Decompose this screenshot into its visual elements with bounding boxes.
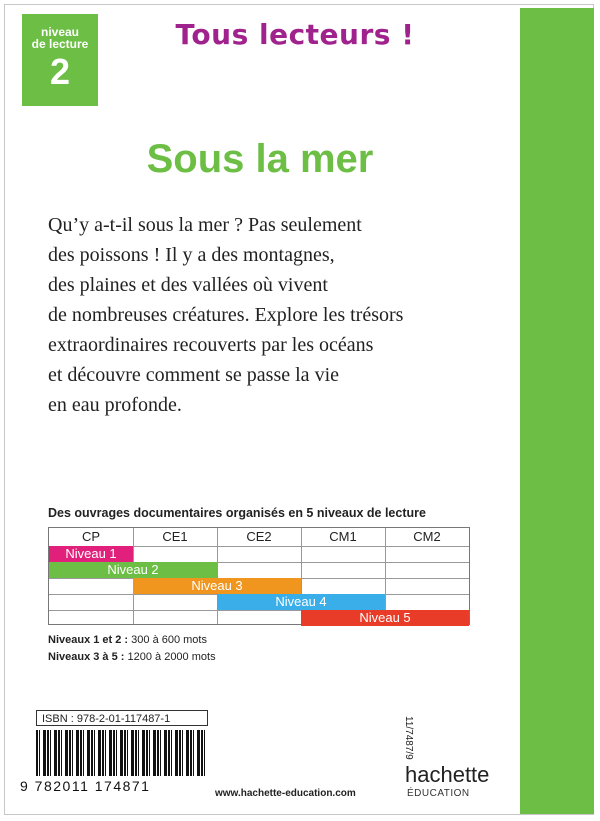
barcode-digits: 9 782011 174871 bbox=[20, 776, 208, 796]
blurb-line: des plaines et des vallées où vivent bbox=[48, 274, 328, 296]
green-side-bar bbox=[520, 8, 594, 814]
website-link[interactable]: www.hachette-education.com bbox=[215, 788, 356, 799]
badge-label-line1: niveau bbox=[40, 25, 79, 39]
reading-level-badge bbox=[22, 14, 98, 106]
word-range-levels-3-5 bbox=[48, 651, 216, 663]
grade-label: CM2 bbox=[413, 529, 441, 544]
badge-label-line2: de lecture bbox=[31, 37, 89, 51]
publisher-logo-sub: ÉDUCATION bbox=[407, 788, 470, 799]
level-bar-5: Niveau 5 bbox=[301, 610, 469, 626]
levels-heading: Des ouvrages documentaires organisés en 5 niveaux de lecture bbox=[48, 506, 426, 520]
blurb-text bbox=[48, 210, 488, 420]
word-range-levels-1-2 bbox=[48, 634, 207, 646]
range-value: 1200 à 2000 mots bbox=[127, 651, 216, 663]
reading-level-grid bbox=[48, 527, 470, 625]
blurb-line: des poissons ! Il y a des montagnes, bbox=[48, 244, 335, 266]
level-bar-3: Niveau 3 bbox=[133, 578, 301, 594]
blurb-line: de nombreuses créatures. Explore les trésors bbox=[48, 304, 404, 326]
grade-label: CM1 bbox=[329, 529, 357, 544]
isbn: ISBN : 978-2-01-117487-1 bbox=[36, 710, 208, 726]
grade-label: CE1 bbox=[162, 529, 188, 544]
publisher-logo: hachette bbox=[405, 762, 490, 787]
blurb-line: extraordinaires recouverts par les océans bbox=[48, 334, 374, 356]
book-title: Sous la mer bbox=[146, 137, 374, 181]
level-bar-2: Niveau 2 bbox=[49, 562, 217, 578]
level-bar-1: Niveau 1 bbox=[49, 546, 133, 562]
blurb-line: en eau profonde. bbox=[48, 394, 182, 416]
blurb-line: Qu’y a-t-il sous la mer ? Pas seulement bbox=[48, 214, 362, 236]
grade-header-row bbox=[49, 528, 469, 546]
range-value: 300 à 600 mots bbox=[131, 634, 207, 646]
grade-label: CP bbox=[81, 529, 101, 544]
range-label: Niveaux 3 à 5 : bbox=[48, 651, 125, 663]
grade-label: CE2 bbox=[246, 529, 272, 544]
badge-level-number: 2 bbox=[49, 51, 71, 92]
level-bar-4: Niveau 4 bbox=[217, 594, 385, 610]
range-label: Niveaux 1 et 2 : bbox=[48, 634, 129, 646]
blurb-line: et découvre comment se passe la vie bbox=[48, 364, 339, 386]
series-title: Tous lecteurs ! bbox=[175, 18, 415, 51]
vertical-code: 11/7487/9 bbox=[403, 716, 414, 760]
